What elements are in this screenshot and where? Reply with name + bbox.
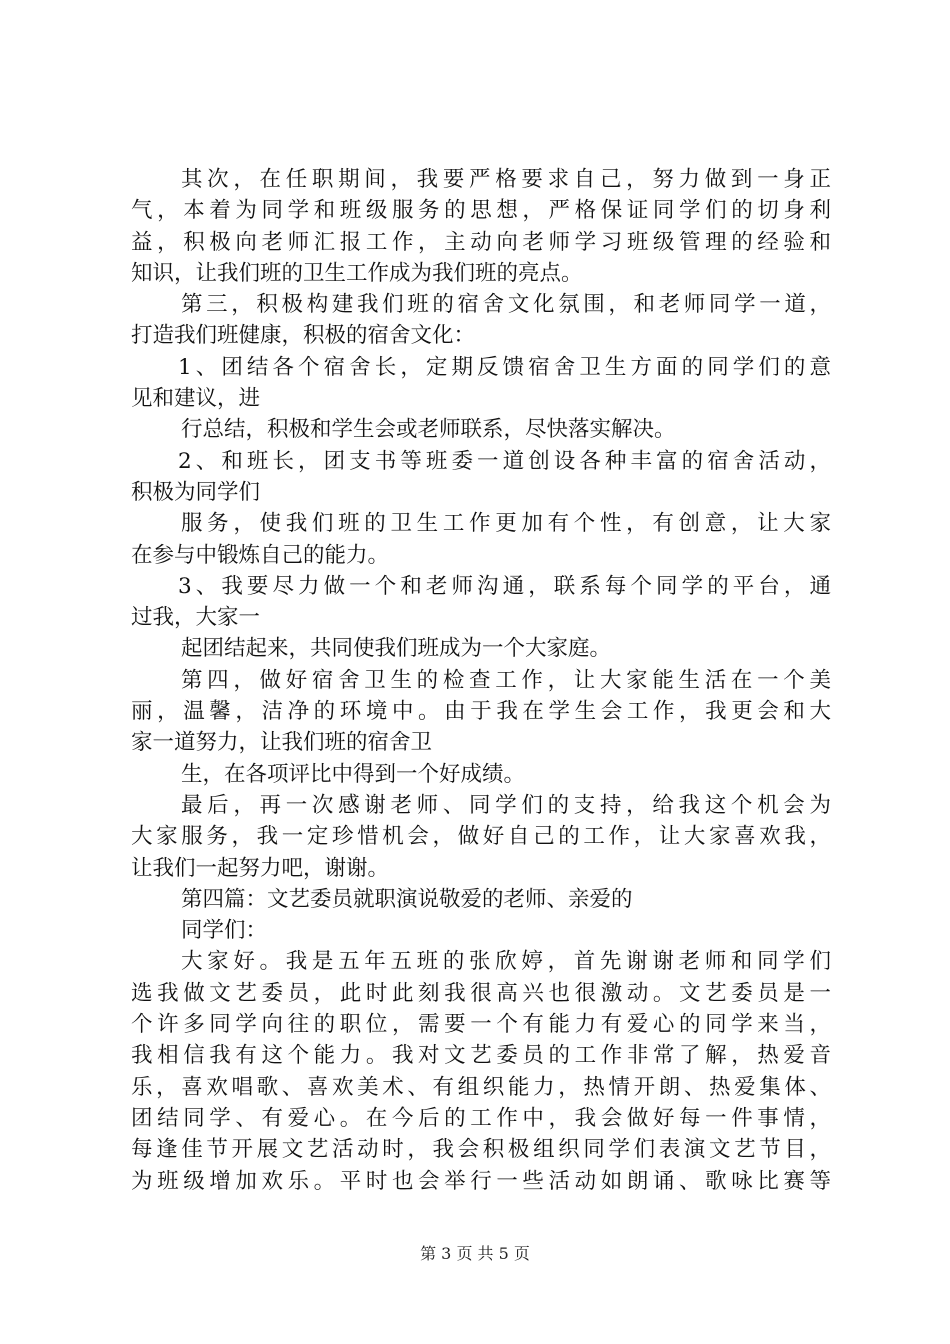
text-line: 每逢佳节开展文艺活动时，我会积极组织同学们表演文艺节目， [131, 1137, 831, 1163]
text-line: 家一道努力，让我们班的宿舍卫 [131, 730, 433, 756]
document-body [131, 164, 831, 1197]
text-line: 行总结，积极和学生会或老师联系，尽快落实解决。 [181, 417, 676, 443]
text-line: 2、和班长，团支书等班委一道创设各种丰富的宿舍活动， [178, 448, 831, 474]
text-line: 生，在各项评比中得到一个好成绩。 [181, 761, 526, 787]
text-line: 为班级增加欢乐。平时也会举行一些活动如朗诵、歌咏比赛等 [131, 1168, 831, 1194]
text-line: 乐，喜欢唱歌、喜欢美术、有组织能力，热情开朗、热爱集体、 [131, 1074, 831, 1100]
text-line: 最后，再一次感谢老师、同学们的支持，给我这个机会为 [181, 792, 831, 818]
text-line: 丽，温馨，洁净的环境中。由于我在学生会工作，我更会和大 [131, 699, 831, 725]
text-line: 同学们： [181, 918, 268, 944]
text-line: 在参与中锻炼自己的能力。 [131, 542, 390, 568]
text-line: 打造我们班健康，积极的宿舍文化： [131, 323, 476, 349]
text-line: 积极为同学们 [131, 479, 261, 505]
text-line: 3、我要尽力做一个和老师沟通，联系每个同学的平台，通 [178, 573, 831, 599]
text-line: 团结同学、有爱心。在今后的工作中，我会做好每一件事情， [131, 1105, 831, 1131]
page-footer: 第 3 页 共 5 页 [420, 1244, 530, 1263]
text-line: 知识，让我们班的卫生工作成为我们班的亮点。 [131, 260, 583, 286]
text-line: 第四篇：文艺委员就职演说敬爱的老师、亲爱的 [181, 886, 633, 912]
text-line: 益，积极向老师汇报工作，主动向老师学习班级管理的经验和 [131, 229, 831, 255]
text-line: 气，本着为同学和班级服务的思想，严格保证同学们的切身利 [131, 198, 831, 224]
text-line: 第四，做好宿舍卫生的检查工作，让大家能生活在一个美 [181, 667, 831, 693]
text-line: 1、团结各个宿舍长，定期反馈宿舍卫生方面的同学们的意 [178, 354, 831, 380]
text-line: 起团结起来，共同使我们班成为一个大家庭。 [181, 636, 612, 662]
text-line: 让我们一起努力吧，谢谢。 [131, 855, 390, 881]
text-line: 见和建议，进 [131, 386, 261, 412]
text-line: 选我做文艺委员，此时此刻我很高兴也很激动。文艺委员是一 [131, 980, 831, 1006]
text-line: 大家服务，我一定珍惜机会，做好自己的工作，让大家喜欢我， [131, 824, 831, 850]
text-line: 过我，大家一 [131, 605, 261, 631]
text-line: 服务，使我们班的卫生工作更加有个性，有创意，让大家 [181, 511, 831, 537]
text-line: 个许多同学向往的职位，需要一个有能力有爱心的同学来当， [131, 1012, 831, 1038]
text-line: 其次，在任职期间，我要严格要求自己，努力做到一身正 [181, 167, 831, 192]
text-line: 第三，积极构建我们班的宿舍文化氛围，和老师同学一道， [181, 292, 831, 318]
text-line: 大家好。我是五年五班的张欣婷，首先谢谢老师和同学们 [181, 949, 831, 975]
text-line: 我相信我有这个能力。我对文艺委员的工作非常了解，热爱音 [131, 1043, 831, 1069]
